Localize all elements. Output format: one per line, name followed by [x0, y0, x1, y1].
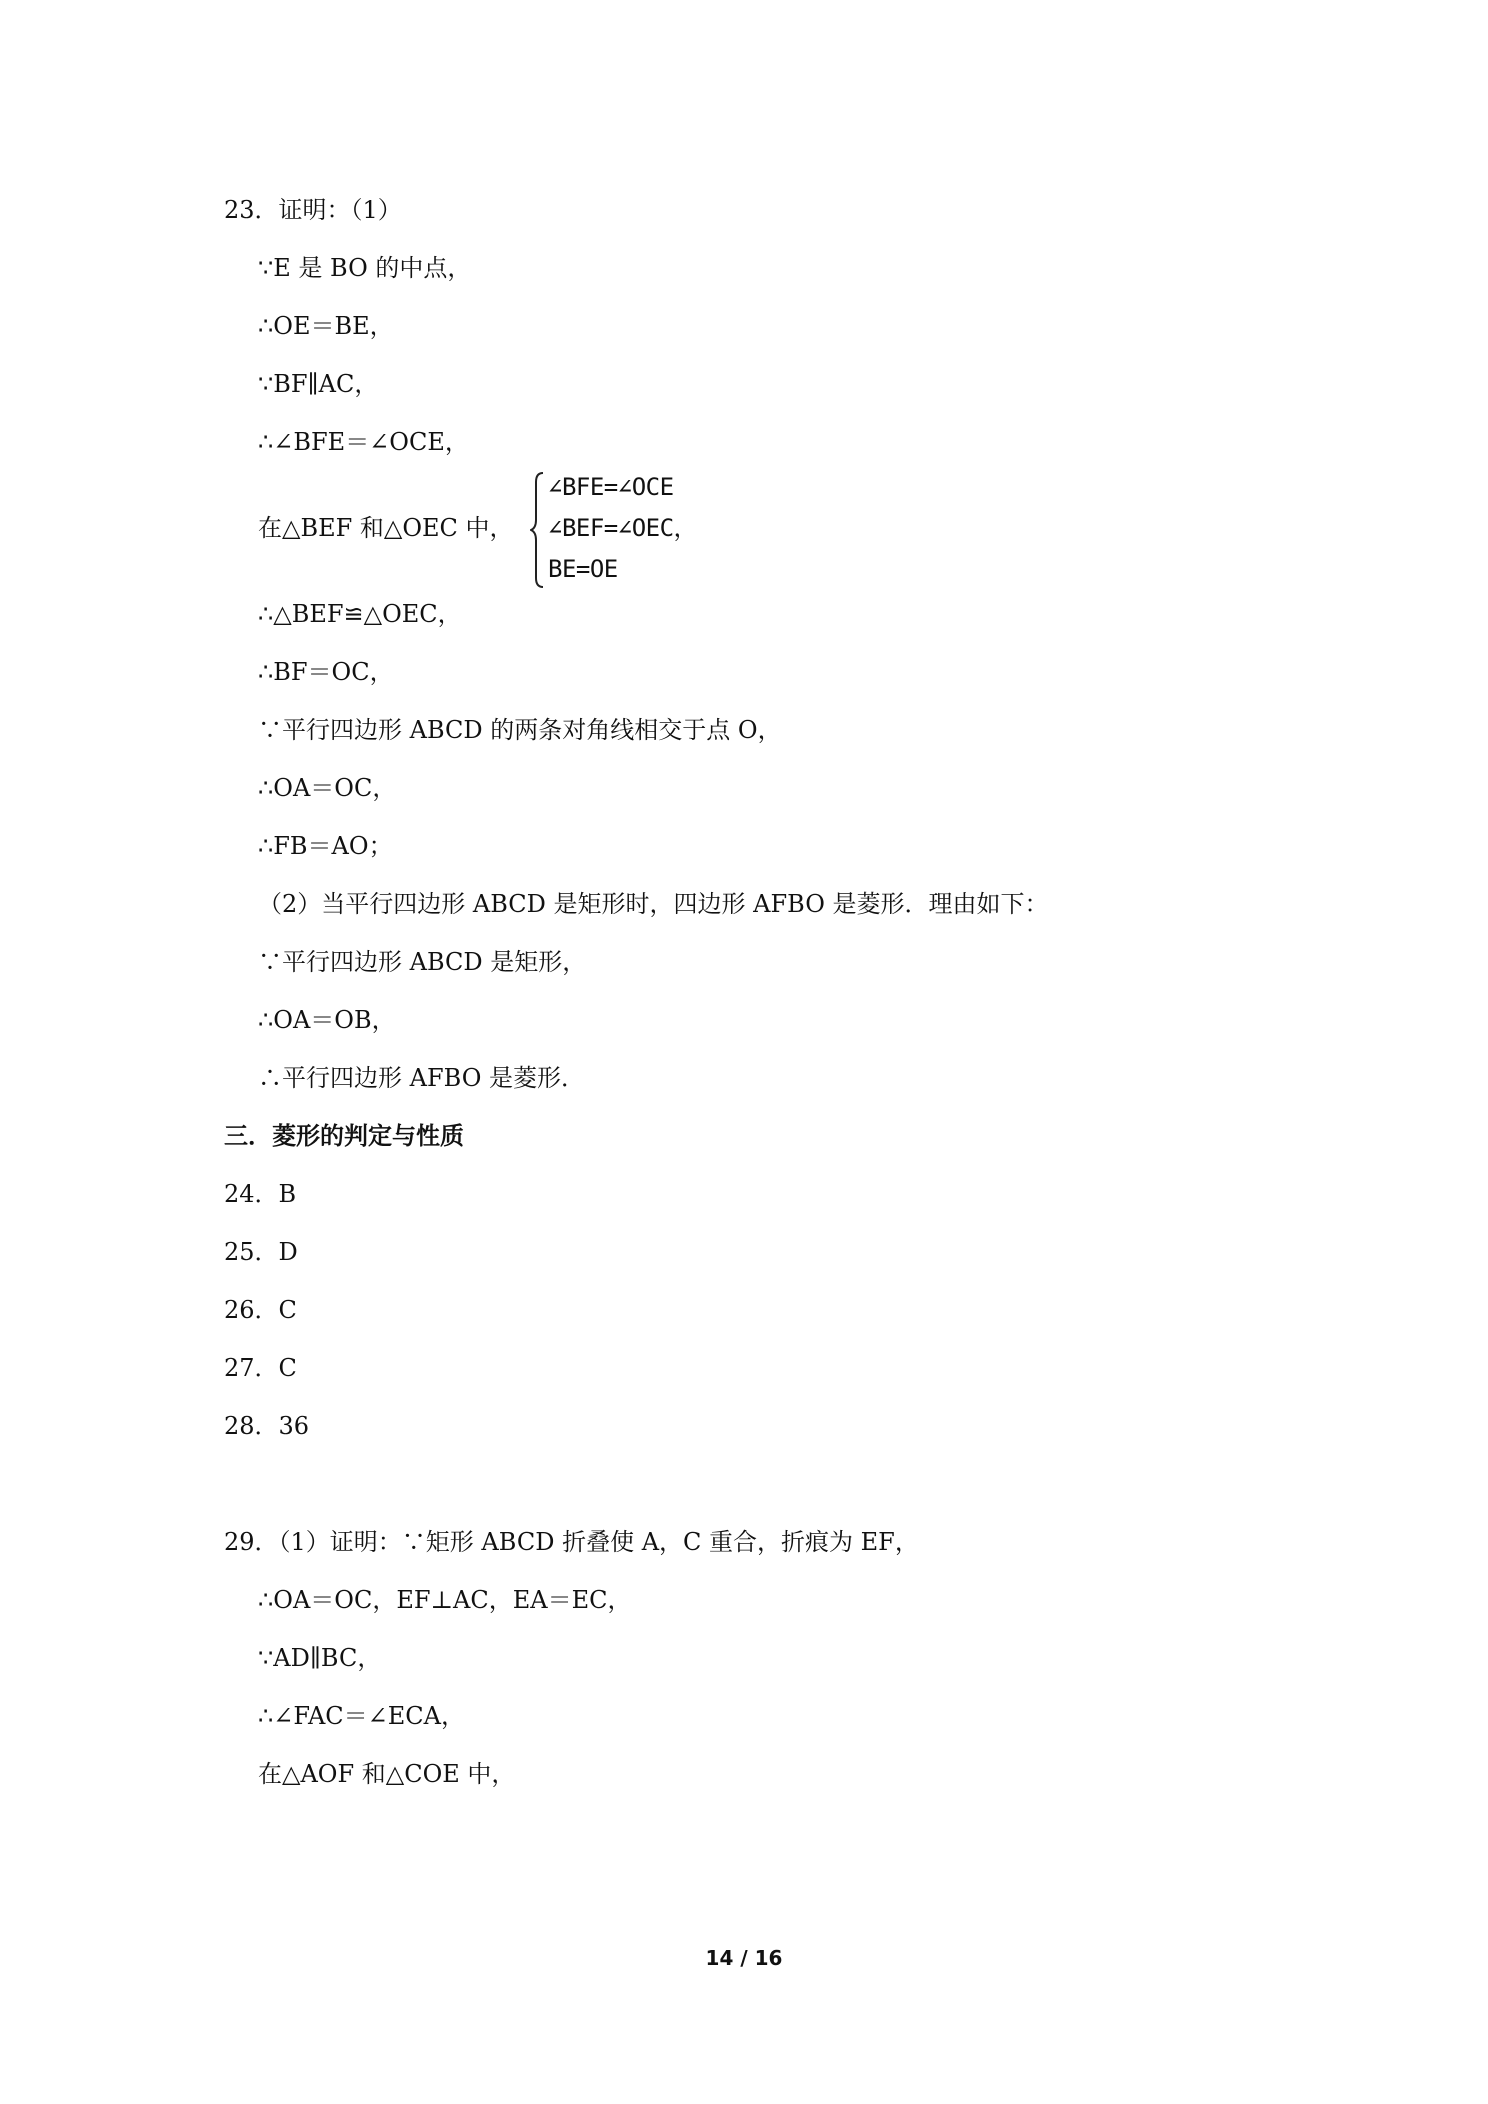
proof-line: ∴BF＝OC， — [258, 658, 394, 686]
proof-line: （2）当平行四边形 ABCD 是矩形时，四边形 AFBO 是菱形．理由如下： — [258, 890, 1049, 918]
answer-line: 27．C — [224, 1354, 297, 1382]
proof-line: ∴OA＝OC， — [258, 774, 397, 802]
proof-line: ∵平行四边形 ABCD 是矩形， — [258, 948, 587, 976]
equation-2: ∠BEF=∠OEC， — [548, 514, 698, 542]
problem-29-header: 29．（1）证明：∵矩形 ABCD 折叠使 A，C 重合，折痕为 EF， — [224, 1528, 919, 1556]
proof-line: ∴平行四边形 AFBO 是菱形． — [258, 1064, 585, 1092]
proof-line: ∴OA＝OB， — [258, 1006, 396, 1034]
proof-line: ∴OE＝BE， — [258, 312, 394, 340]
equation-system — [530, 470, 750, 590]
answer-line: 25．D — [224, 1238, 298, 1266]
proof-line: 在△AOF 和△COE 中， — [258, 1760, 516, 1788]
answer-line: 28．36 — [224, 1412, 310, 1440]
equation-3: BE=OE — [548, 555, 618, 583]
proof-line: ∵BF∥AC， — [258, 370, 379, 398]
proof-line: ∵AD∥BC， — [258, 1644, 382, 1672]
proof-line: ∴∠BFE＝∠OCE， — [258, 428, 469, 456]
answer-line: 24．B — [224, 1180, 297, 1208]
section-heading: 三．菱形的判定与性质 — [224, 1122, 464, 1150]
problem-23-header: 23．证明：（1） — [224, 196, 402, 224]
proof-line: ∴△BEF≌△OEC， — [258, 600, 462, 628]
answer-line: 26．C — [224, 1296, 297, 1324]
proof-line: ∴∠FAC＝∠ECA， — [258, 1702, 465, 1730]
proof-line: 在△BEF 和△OEC 中， — [258, 514, 514, 542]
proof-line: ∵E 是 BO 的中点， — [258, 254, 472, 282]
left-brace-icon — [530, 470, 546, 590]
proof-line: ∴FB＝AO； — [258, 832, 393, 860]
proof-line: ∵平行四边形 ABCD 的两条对角线相交于点 O， — [258, 716, 782, 744]
proof-line: ∴OA＝OC，EF⊥AC，EA＝EC， — [258, 1586, 632, 1614]
page-number: 14 / 16 — [705, 1946, 783, 1970]
equation-1: ∠BFE=∠OCE — [548, 473, 674, 501]
